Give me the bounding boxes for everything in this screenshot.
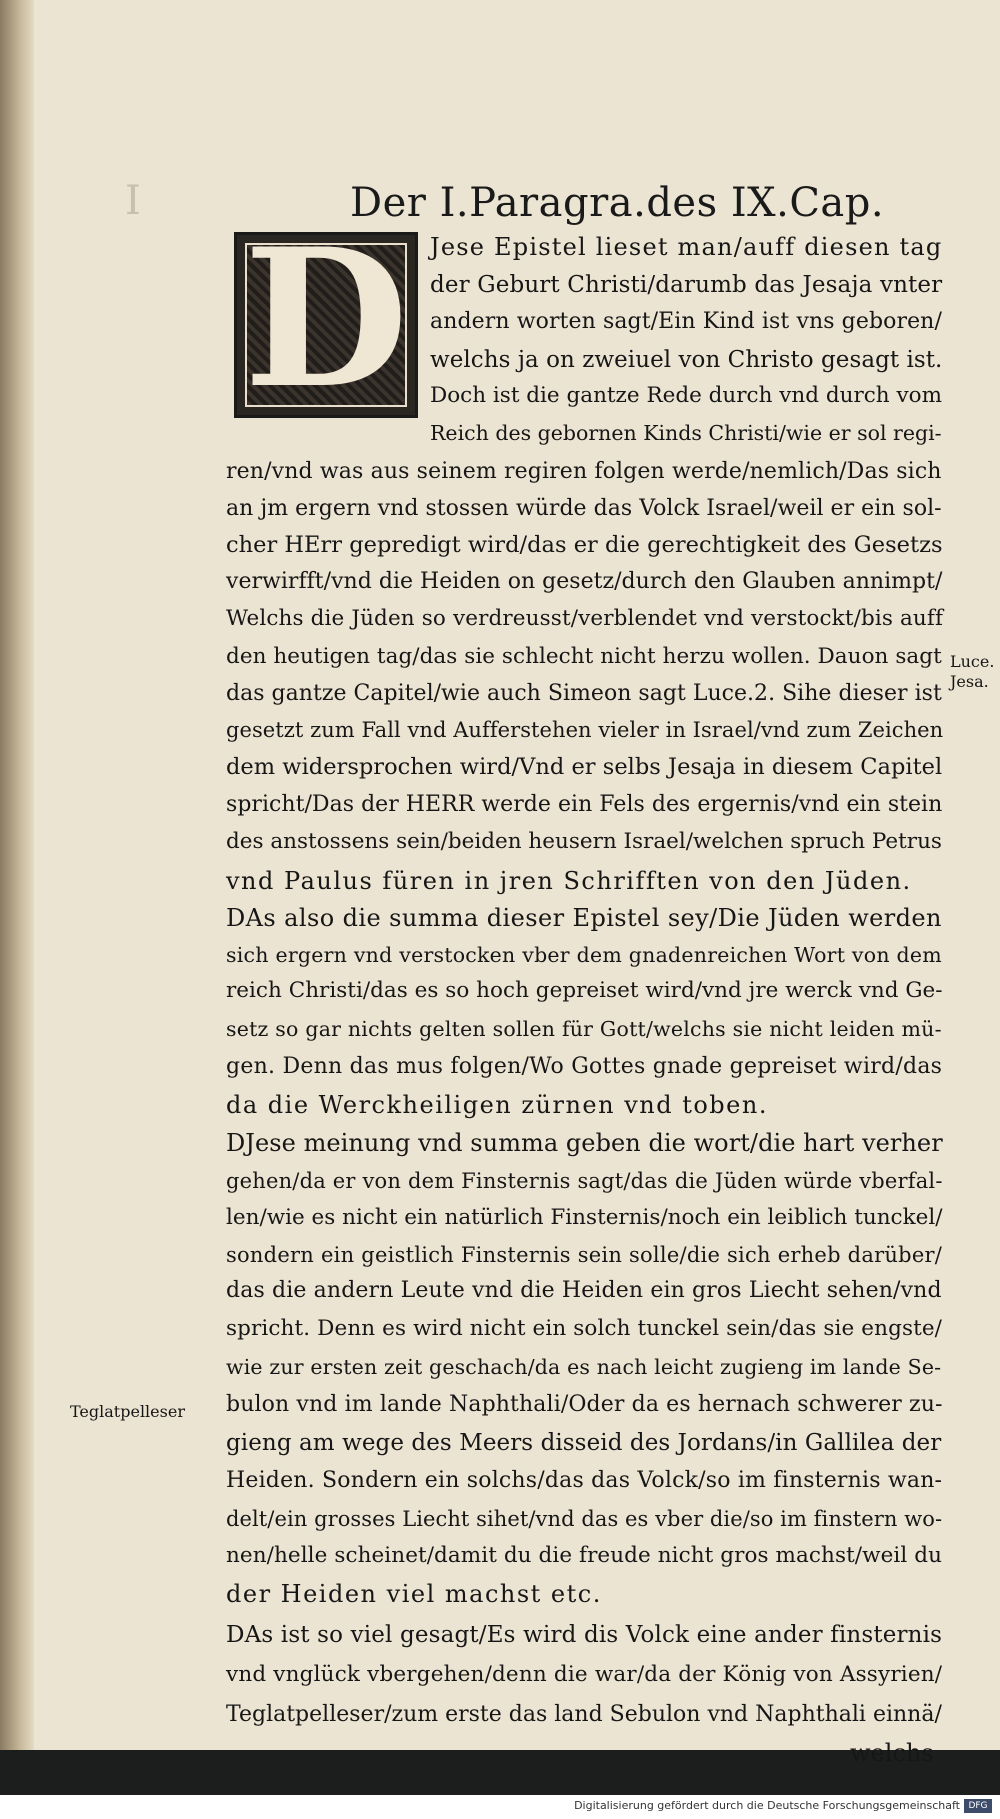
text-line: sich ergern vnd verstocken vber dem gnadenreichen Wort von dem xyxy=(226,943,942,967)
text-line: nen/helle scheinet/damit du die freude nicht gros machst/weil du xyxy=(226,1543,942,1568)
text-line: Doch ist die gantze Rede durch vnd durch vom xyxy=(430,383,942,408)
page-header: Der I.Paragra.des IX.Cap. xyxy=(350,180,885,226)
text-line: delt/ein grosses Liecht sihet/vnd das es vber die/so im finstern wo- xyxy=(226,1507,943,1531)
text-line: der Heiden viel machst etc. xyxy=(226,1580,602,1608)
footer-credit: Digitalisierung gefördert durch die Deutsche Forschungsgemeinschaft xyxy=(574,1799,960,1812)
text-line: setz so gar nichts gelten sollen für Gott/welchs sie nicht leiden mü- xyxy=(226,1017,942,1041)
dfg-logo-icon: DFG xyxy=(964,1799,992,1813)
text-line: den heutigen tag/das sie schlecht nicht herzu wollen. Dauon sagt xyxy=(226,644,942,669)
text-line: des anstossens sein/beiden heusern Israel/welchen spruch Petrus xyxy=(226,829,942,854)
text-line: gehen/da er von dem Finsternis sagt/das die Jüden würde vberfal- xyxy=(226,1169,943,1193)
text-line: reich Christi/das es so hoch gepreiset wird/vnd jre werck vnd Ge- xyxy=(226,978,943,1003)
book-spine xyxy=(0,0,34,1750)
text-line: da die Werckheiligen zürnen vnd toben. xyxy=(226,1091,768,1119)
text-line: bulon vnd im lande Naphthali/Oder da es hernach schwerer zu- xyxy=(226,1392,943,1417)
decorated-initial xyxy=(234,207,418,430)
text-line: Teglatpelleser/zum erste das land Sebulon vnd Naphthali einnä/ xyxy=(226,1702,942,1727)
text-line: welchs xyxy=(850,1739,934,1767)
text-line: gesetzt zum Fall vnd Aufferstehen vieler in Israel/vnd zum Zeichen xyxy=(226,718,944,742)
text-line: verwirfft/vnd die Heiden on gesetz/durch den Glauben annimpt/ xyxy=(226,569,943,594)
text-line: sondern ein geistlich Finsternis sein solle/die sich erheb darüber/ xyxy=(226,1243,943,1267)
text-line: ren/vnd was aus seinem regiren folgen werde/nemlich/Das sich xyxy=(226,459,942,484)
text-line: DJese meinung vnd summa geben die wort/die hart verher xyxy=(226,1129,943,1157)
initial-letter: D xyxy=(243,207,409,430)
text-line: der Geburt Christi/darumb das Jesaja vnter xyxy=(430,272,943,298)
text-line: cher HErr gepredigt wird/das er die gerechtigkeit des Gesetzs xyxy=(226,532,943,558)
margin-note-luce: Luce. xyxy=(950,652,995,671)
bleed-through-mark: I xyxy=(125,178,141,224)
text-line: dem widersprochen wird/Vnd er selbs Jesaja in diesem Capitel xyxy=(226,754,943,780)
text-line: vnd vnglück vbergehen/denn die war/da der König von Assyrien/ xyxy=(226,1662,943,1687)
text-line: DAs also die summa dieser Epistel sey/Die Jüden werden xyxy=(226,904,942,932)
margin-note-jesa: Jesa. xyxy=(950,672,989,691)
text-line: spricht/Das der HERR werde ein Fels des ergernis/vnd ein stein xyxy=(226,792,943,817)
text-line: gen. Denn das mus folgen/Wo Gottes gnade gepreiset wird/das xyxy=(226,1054,943,1079)
text-line: Jese Epistel lieset man/auff diesen tag xyxy=(430,233,943,261)
text-line: vnd Paulus füren in jren Schrifften von den Jüden. xyxy=(226,867,912,895)
text-line: das gantze Capitel/wie auch Simeon sagt Luce.2. Sihe dieser ist xyxy=(226,681,942,706)
text-line: len/wie es nicht ein natürlich Finsternis/noch ein leiblich tunckel/ xyxy=(226,1205,943,1230)
text-line: DAs ist so viel gesagt/Es wird dis Volck eine ander finsternis xyxy=(226,1622,943,1648)
text-line: andern worten sagt/Ein Kind ist vns geboren/ xyxy=(430,309,942,334)
text-line: Reich des gebornen Kinds Christi/wie er sol regi- xyxy=(430,421,942,445)
text-line: Heiden. Sondern ein solchs/das das Volck/so im finsternis wan- xyxy=(226,1468,943,1493)
text-line: wie zur ersten zeit geschach/da es nach leicht zugieng im lande Se- xyxy=(226,1355,942,1379)
text-line: welchs ja on zweiuel von Christo gesagt ist. xyxy=(430,347,943,373)
text-line: das die andern Leute vnd die Heiden ein gros Liecht sehen/vnd xyxy=(226,1278,942,1303)
margin-note-teglatpelleser: Teglatpelleser xyxy=(70,1402,185,1421)
text-line: spricht. Denn es wird nicht ein solch tunckel sein/das sie engste/ xyxy=(226,1316,943,1341)
text-line: an jm ergern vnd stossen würde das Volck Israel/weil er ein sol- xyxy=(226,496,942,521)
text-line: gieng am wege des Meers disseid des Jordans/in Gallilea der xyxy=(226,1430,942,1456)
text-line: Welchs die Jüden so verdreusst/verblendet vnd verstockt/bis auff xyxy=(226,606,944,631)
